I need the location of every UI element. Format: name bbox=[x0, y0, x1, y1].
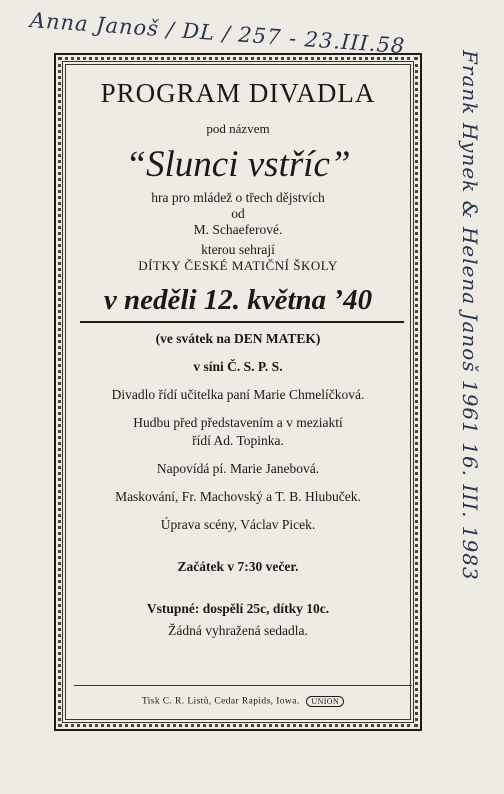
venue-text: v síni Č. S. P. S. bbox=[193, 359, 283, 374]
footer-divider bbox=[74, 685, 412, 686]
performance-date: v neděli 12. května ’40 bbox=[103, 284, 373, 316]
date-underline bbox=[80, 321, 404, 323]
occasion-text: (ve svátek na DEN MATEK) bbox=[155, 331, 321, 346]
by-text: od bbox=[231, 206, 245, 221]
union-label-mark: UNION bbox=[306, 696, 344, 707]
prompter-text: Napovídá pí. Marie Janebová. bbox=[156, 461, 320, 476]
handwritten-note-side: Frank Hynek & Helena Janoš 1961 16. III. 1983 bbox=[458, 50, 482, 581]
performers-text: DÍTKY ČESKÉ MATIČNÍ ŠKOLY bbox=[138, 258, 338, 273]
program-content bbox=[66, 70, 410, 639]
start-time-text: Začátek v 7:30 večer. bbox=[177, 559, 299, 574]
printer-credit: Tisk C. R. Listů, Cedar Rapids, Iowa. bbox=[141, 696, 300, 707]
printer-footer bbox=[74, 696, 412, 707]
stage-text: Úprava scény, Václav Picek. bbox=[160, 517, 316, 532]
play-title: “Slunci vstříc” bbox=[125, 144, 351, 185]
music-line-1: Hudbu před představením a v meziaktí bbox=[133, 415, 343, 430]
handwritten-note-top: Anna Janoš / DL / 257 - 23.III.58 bbox=[29, 8, 407, 59]
page-title: PROGRAM DIVADLA bbox=[100, 78, 376, 108]
performed-by-text: kterou sehrají bbox=[201, 242, 275, 257]
seating-text: Žádná vyhražená sedadla. bbox=[168, 623, 308, 638]
admission-text: Vstupné: dospělí 25c, dítky 10c. bbox=[146, 601, 330, 616]
music-line-2: řídí Ad. Topinka. bbox=[192, 433, 284, 448]
director-text: Divadlo řídí učitelka paní Marie Chmelíčková. bbox=[111, 387, 365, 402]
author-name: M. Schaeferové. bbox=[193, 222, 283, 237]
play-subtitle: hra pro mládež o třech dějstvích bbox=[151, 190, 325, 205]
under-name-text: pod názvem bbox=[206, 121, 270, 136]
makeup-text: Maskování, Fr. Machovský a T. B. Hlubuček. bbox=[115, 489, 361, 504]
